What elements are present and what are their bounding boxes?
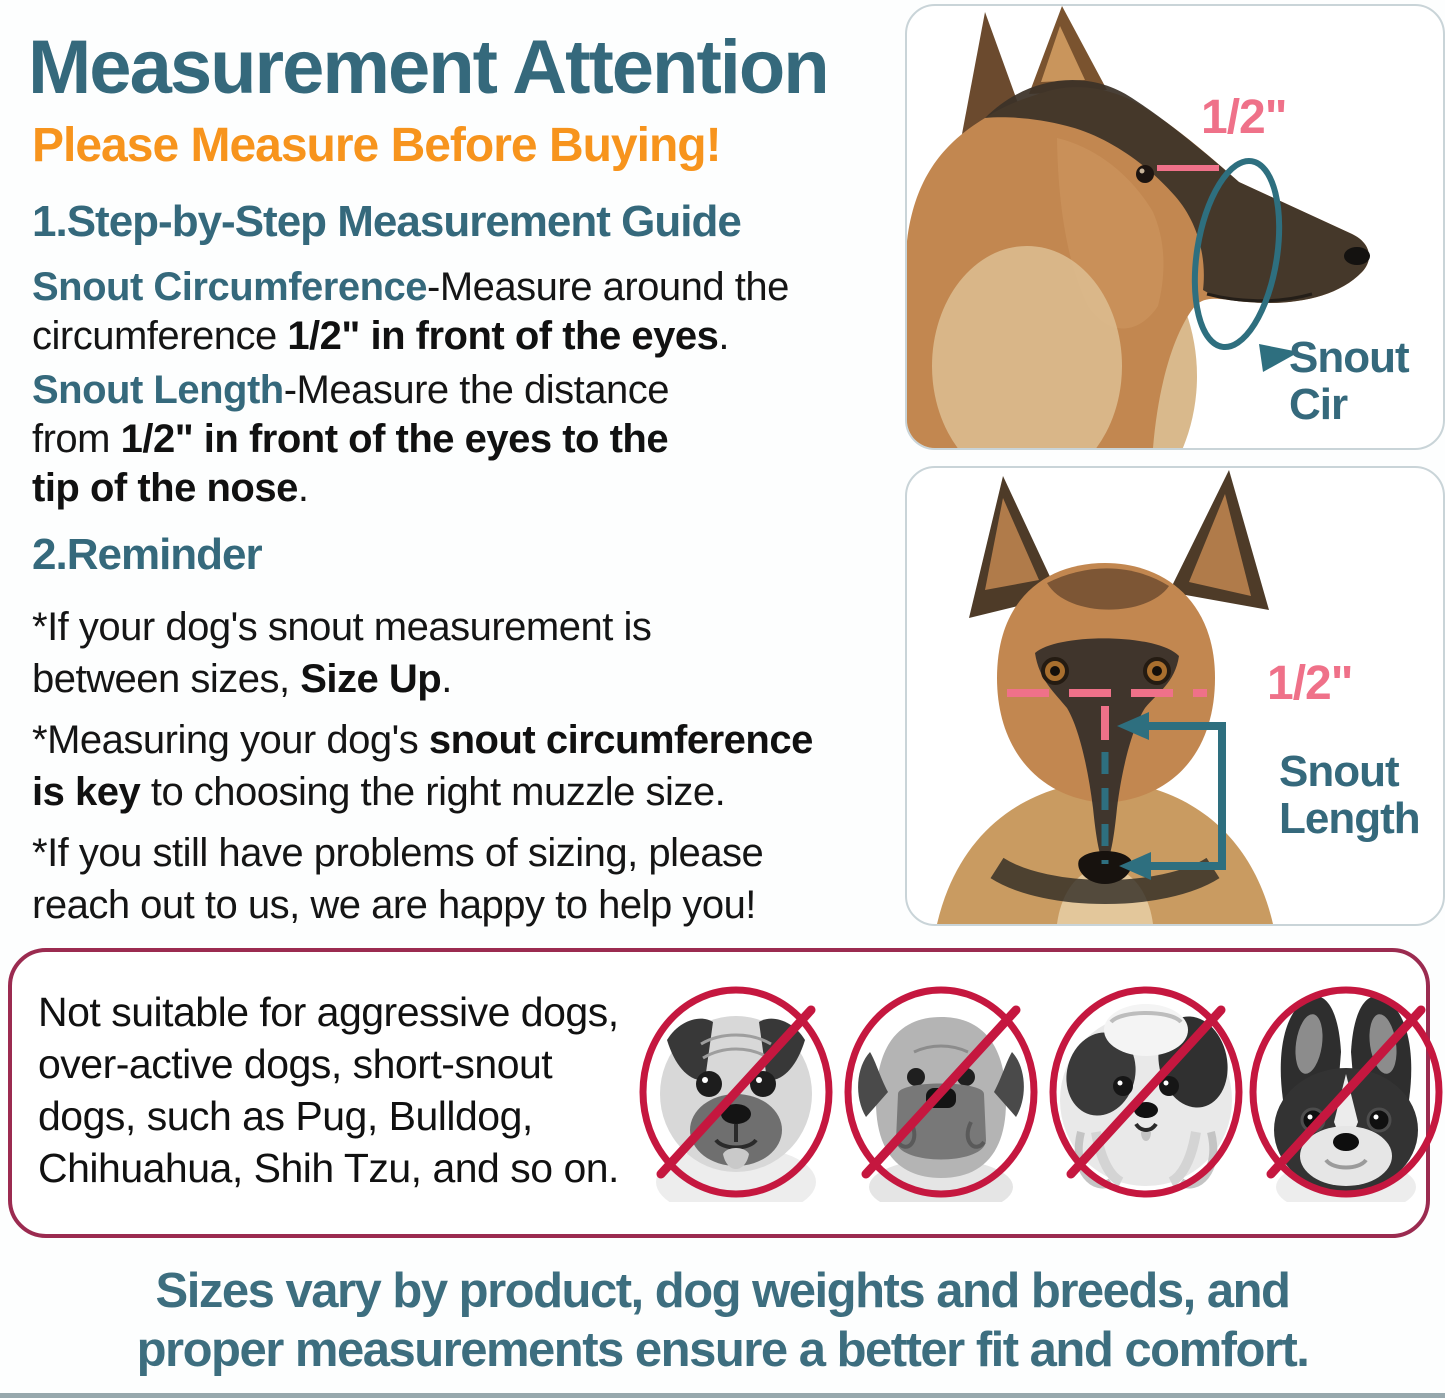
page-bottom-edge (0, 1393, 1445, 1398)
dog-nose (1344, 247, 1370, 265)
no-pug-icon (631, 982, 841, 1202)
reminder-section-heading: 2.Reminder (32, 530, 262, 579)
guide-section-heading: 1.Step-by-Step Measurement Guide (32, 197, 741, 246)
footer-note: Sizes vary by product, dog weights and breeds, and proper measurements ensure a better fit and comfort. (136, 1264, 1309, 1377)
snout-cir-caption: Snout Cir (1289, 333, 1409, 429)
reminder-line: reach out to us, we are happy to help you! (32, 883, 756, 927)
guide-line: Snout Circumference-Measure around the (32, 265, 789, 309)
reminder-item-size-up (32, 601, 922, 705)
no-french-bulldog-icon (1241, 982, 1445, 1202)
snout-length-card (905, 466, 1445, 926)
guide-line: Snout Length-Measure the distance (32, 368, 669, 412)
reminder-line: *Measuring your dog's snout circumference (32, 718, 813, 762)
guide-line: circumference 1/2" in front of the eyes. (32, 314, 729, 358)
reminder-item-circumference-key (32, 714, 922, 818)
not-suitable-warning-box (8, 948, 1430, 1238)
guide-line: tip of the nose. (32, 466, 309, 510)
half-inch-label: 1/2" (1267, 657, 1353, 710)
reminder-item-contact-us (32, 827, 922, 931)
dog-eye (1136, 165, 1154, 183)
german-shepherd-front-illustration (937, 470, 1273, 924)
reminder-line: is key to choosing the right muzzle size. (32, 770, 726, 814)
reminder-line: *If your dog's snout measurement is (32, 605, 652, 649)
warning-text: Not suitable for aggressive dogs, over-active dogs, short-snout dogs, such as Pug, Bulldog, Chihuahua, Shih Tzu, and so on. (38, 989, 619, 1191)
page-title: Measurement Attention (28, 25, 828, 110)
no-shih-tzu-icon (1041, 982, 1251, 1202)
reminder-line: between sizes, Size Up. (32, 657, 452, 701)
no-bulldog-icon (836, 982, 1046, 1202)
reminder-section-body (32, 601, 922, 931)
page-subtitle: Please Measure Before Buying! (32, 119, 721, 172)
snout-length-caption: Snout Length (1279, 747, 1420, 843)
snout-circumference-card (905, 4, 1445, 450)
guide-section-body (32, 263, 922, 513)
half-inch-label: 1/2" (1201, 91, 1287, 144)
reminder-line: *If you still have problems of sizing, please (32, 831, 764, 875)
guide-line: from 1/2" in front of the eyes to the (32, 417, 669, 461)
snout-circumference-paragraph (32, 263, 922, 361)
snout-length-paragraph (32, 366, 922, 513)
dog-front-photo (907, 468, 1443, 924)
